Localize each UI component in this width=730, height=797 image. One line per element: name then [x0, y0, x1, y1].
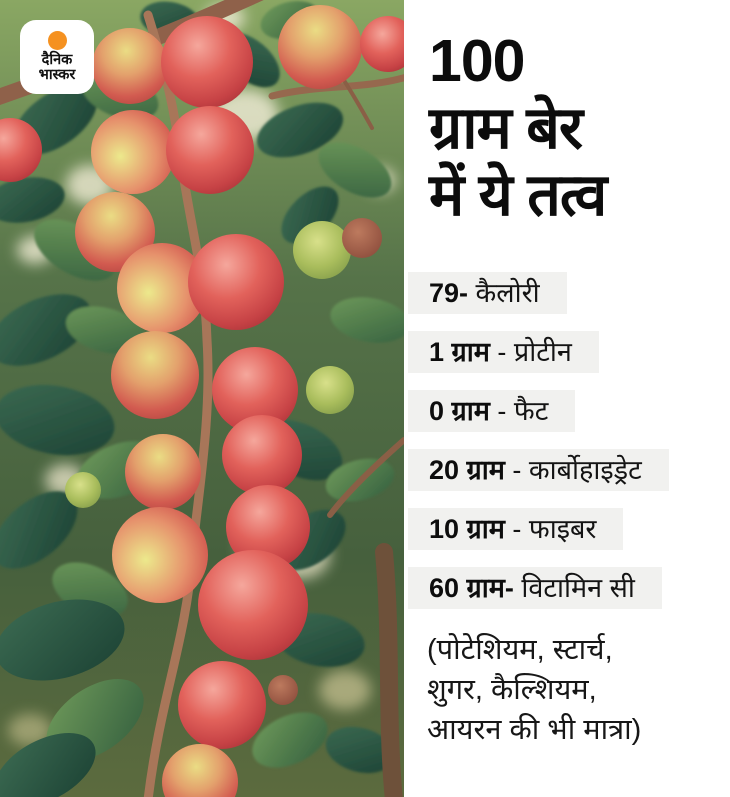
nutrient-label: - कार्बोहाइड्रेट — [512, 455, 642, 485]
ber-fruit — [65, 472, 101, 508]
nutrient-value: 0 ग्राम — [429, 396, 490, 426]
nutrient-label: विटामिन सी — [521, 573, 635, 603]
nutrient-label: कैलोरी — [475, 278, 540, 308]
nutrient-item-carbohydrate — [408, 449, 669, 491]
nutrient-value: 60 ग्राम- — [429, 573, 514, 603]
nutrient-label: - फाइबर — [512, 514, 597, 544]
nutrition-panel — [404, 0, 730, 797]
ber-fruit — [161, 16, 253, 108]
nutrient-list — [404, 272, 730, 609]
nutrient-item-fat — [408, 390, 575, 432]
nutrient-item-calories — [408, 272, 567, 314]
dainik-bhaskar-logo — [20, 20, 94, 94]
other-minerals-note — [427, 630, 730, 750]
nutrient-value: 79- — [429, 278, 469, 308]
ber-fruit — [278, 5, 362, 89]
ber-fruit — [268, 675, 298, 705]
nutrient-label: - फैट — [497, 396, 549, 426]
nutrient-item-protein — [408, 331, 599, 373]
headline — [429, 28, 730, 229]
ber-fruit — [166, 106, 254, 194]
nutrient-label: - प्रोटीन — [497, 337, 572, 367]
nutrient-value: 10 ग्राम — [429, 514, 505, 544]
ber-fruit — [342, 218, 382, 258]
headline-line-1: 100 — [429, 28, 525, 94]
headline-line-2: ग्राम बेर — [429, 95, 583, 161]
ber-fruit — [91, 110, 175, 194]
logo-text-line2: भास्कर — [38, 67, 76, 83]
nutrient-item-fiber — [408, 508, 623, 550]
ber-fruit — [125, 434, 201, 510]
ber-fruit — [306, 366, 354, 414]
ber-fruit — [293, 221, 351, 279]
ber-fruit — [222, 415, 302, 495]
note-line-2: शुगर, कैल्शियम, — [427, 674, 597, 706]
headline-line-3: में ये तत्व — [429, 162, 607, 228]
nutrient-value: 1 ग्राम — [429, 337, 490, 367]
ber-fruit — [178, 661, 266, 749]
nutrient-item-vitamin-c — [408, 567, 662, 609]
note-line-1: (पोटेशियम, स्टार्च, — [427, 634, 613, 666]
ber-fruit — [198, 550, 308, 660]
logo-text-line1: दैनिक — [41, 51, 73, 68]
ber-fruit — [92, 28, 168, 104]
ber-fruit — [111, 331, 199, 419]
ber-fruit — [112, 507, 208, 603]
nutrient-value: 20 ग्राम — [429, 455, 505, 485]
note-line-3: आयरन की भी मात्रा) — [427, 714, 642, 746]
sun-icon — [48, 31, 67, 50]
ber-fruit — [188, 234, 284, 330]
